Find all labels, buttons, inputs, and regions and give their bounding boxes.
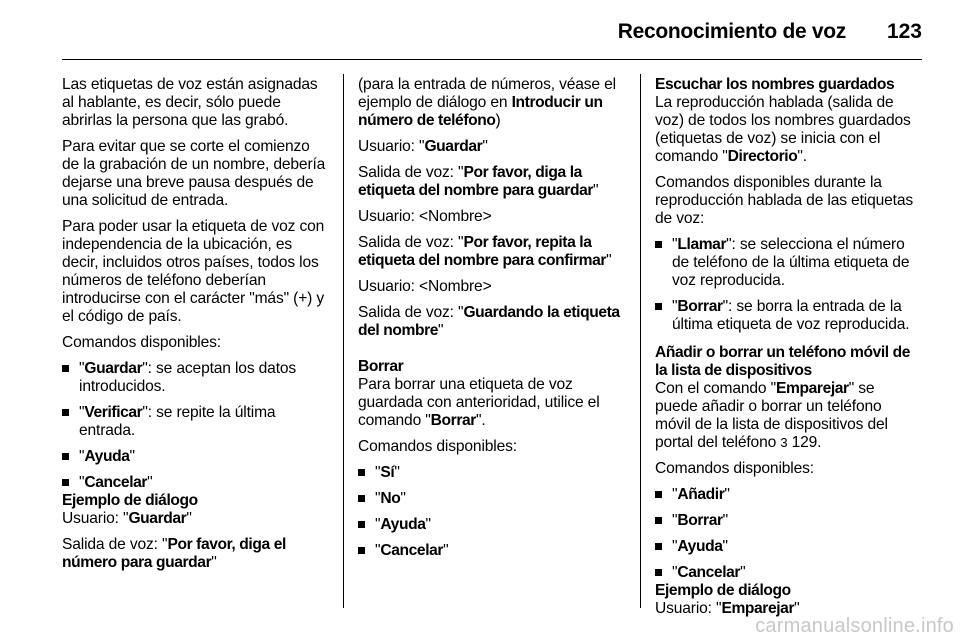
list-item: "Borrar" [655,512,921,530]
command-list [655,236,921,334]
paragraph-pairing: Con el comando "Emparejar" se puede añadir o borrar un teléfono móvil de la lista de dispositivos del portal del teléfono 3 129. [655,380,888,451]
list-item: "Guardar": se aceptan los datos introducidos. [62,360,328,396]
command-keyword: Cancelar [84,474,148,491]
column-2 [358,76,624,568]
bullet-square-icon [62,453,69,460]
command-list [655,486,921,582]
command-keyword: Guardar [84,360,143,377]
commands-label: Comandos disponibles: [358,438,517,455]
column-3 [655,76,921,618]
list-item: "Añadir" [655,486,921,504]
list-item: "Ayuda" [655,538,921,556]
list-item: "Cancelar" [358,542,624,560]
paragraph-pause: Para evitar que se corte el comienzo de la grabación de un nombre, debería dejarse una breve pausa después de una solicitud de entrada. [62,138,326,209]
commands-label: Comandos disponibles: [62,334,221,351]
column-divider-1 [343,74,344,608]
dialog-user-line: Usuario: <Nombre> [358,208,492,225]
dialog-voice-line: Salida de voz: "Por favor, diga la etiqueta del nombre para guardar" [358,164,599,199]
cross-reference-link: Introducir un número de teléfono [358,94,603,129]
bullet-square-icon [655,569,662,576]
list-item: "Borrar": se borra la entrada de la última etiqueta de voz reproducida. [655,298,921,334]
header-divider [62,59,922,60]
list-item: "Ayuda" [62,448,328,466]
bullet-square-icon [358,495,365,502]
bullet-square-icon [655,303,662,310]
list-item: "Cancelar" [655,564,921,582]
list-item: "Sí" [358,464,624,482]
column-1 [62,76,328,572]
paragraph-voice-tags: Las etiquetas de voz están asignadas al hablante, es decir, sólo puede abrirlas la persona que las grabó. [62,76,318,129]
bullet-square-icon [358,547,365,554]
dialog-voice-line: Salida de voz: "Guardando la etiqueta del nombre" [358,304,620,339]
paragraph-borrar: Para borrar una etiqueta de voz guardada con anterioridad, utilice el comando "Borrar". [358,376,600,429]
command-keyword: Verificar [84,404,143,421]
paragraph-international: Para poder usar la etiqueta de voz con independencia de la ubicación, es decir, incluidos otros países, todos los números de teléfono deberían introducirse con el carácter "más" (+) y el código de país. [62,218,325,325]
list-item: "Ayuda" [358,516,624,534]
list-item: "Llamar": se selecciona el número de teléfono de la última etiqueta de voz reproducida. [655,236,921,290]
bullet-square-icon [62,365,69,372]
page-number: 123 [886,20,922,43]
list-item: "No" [358,490,624,508]
dialog-voice-line: Salida de voz: "Por favor, repita la etiqueta del nombre para confirmar" [358,234,612,269]
page-header [62,14,922,52]
paragraph-playback-commands: Comandos disponibles durante la reproducción hablada de las etiquetas de voz: [655,174,913,227]
dialog-user-line: Usuario: "Guardar" [358,138,488,155]
bullet-square-icon [655,491,662,498]
list-item: "Verificar": se repite la última entrada. [62,404,328,440]
bullet-square-icon [655,241,662,248]
page-title: Reconocimiento de voz [617,20,846,43]
section-heading-pairing: Añadir o borrar un teléfono móvil de la lista de dispositivos [655,344,911,379]
dialog-user-line: Usuario: "Guardar" [62,510,192,527]
command-list [62,360,328,492]
dialog-voice-line: Salida de voz: "Por favor, diga el número para guardar" [62,536,286,571]
example-heading: Ejemplo de diálogo [62,492,198,509]
dialog-user-line: Usuario: <Nombre> [358,278,492,295]
column-divider-2 [640,74,641,608]
bullet-square-icon [655,517,662,524]
bullet-square-icon [358,521,365,528]
watermark: carmanualsonline.info [755,615,954,637]
paragraph-number-entry: (para la entrada de números, véase el ejemplo de diálogo en Introducir un número de teléfono) [358,76,616,129]
section-heading-borrar: Borrar [358,358,404,375]
bullet-square-icon [358,469,365,476]
bullet-square-icon [655,543,662,550]
example-heading: Ejemplo de diálogo [655,582,791,599]
bullet-square-icon [62,479,69,486]
paragraph-directory: La reproducción hablada (salida de voz) de todos los nombres guardados (etiquetas de voz) se inicia con el comando "Directorio". [655,94,911,165]
commands-label: Comandos disponibles: [655,460,814,477]
list-item: "Cancelar" [62,474,328,492]
bullet-square-icon [62,409,69,416]
command-list [358,464,624,560]
command-keyword: Ayuda [84,448,130,465]
dialog-user-line: Usuario: "Emparejar" [655,600,800,617]
section-heading-listen: Escuchar los nombres guardados [655,76,895,93]
page-reference-arrow-icon: 3 [780,435,788,450]
